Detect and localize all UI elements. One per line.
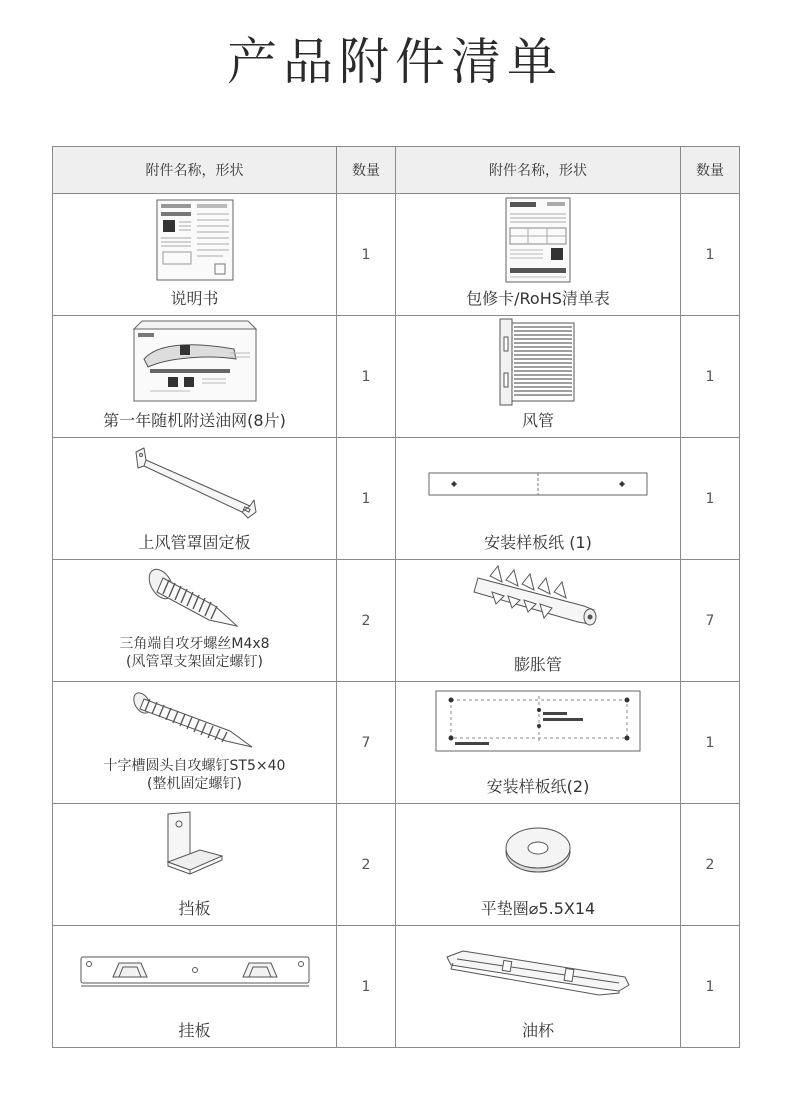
item-name — [53, 757, 336, 793]
long-screw-icon — [53, 686, 336, 756]
item-cell — [396, 926, 681, 1048]
item-qty: 1 — [681, 682, 740, 804]
wall-anchor-icon — [396, 564, 680, 634]
item-qty: 1 — [337, 194, 396, 316]
item-qty: 2 — [681, 804, 740, 926]
hanging-plate-icon — [53, 930, 336, 1014]
table-row — [53, 438, 740, 560]
item-qty: 7 — [337, 682, 396, 804]
item-qty: 1 — [337, 438, 396, 560]
item-qty: 2 — [337, 804, 396, 926]
item-qty: 1 — [681, 316, 740, 438]
item-qty: 1 — [337, 926, 396, 1048]
item-name: 包修卡/RoHS清单表 — [466, 289, 610, 308]
item-name: 说明书 — [170, 289, 219, 308]
item-name: 油杯 — [521, 1021, 554, 1040]
short-screw-icon — [53, 564, 336, 634]
header-name-left: 附件名称，形状 — [53, 147, 337, 194]
item-cell — [53, 194, 337, 316]
table-row — [53, 560, 740, 682]
item-cell — [396, 560, 681, 682]
item-qty: 1 — [681, 438, 740, 560]
manual-icon — [53, 198, 336, 282]
item-name: 安装样板纸 (1) — [484, 533, 592, 552]
item-name — [53, 635, 336, 671]
header-qty-right: 数量 — [681, 147, 740, 194]
item-name: 挂板 — [178, 1021, 211, 1040]
item-name: 膨胀管 — [513, 655, 562, 674]
item-cell — [396, 316, 681, 438]
item-qty: 2 — [337, 560, 396, 682]
accessory-table — [52, 146, 740, 1048]
table-row — [53, 804, 740, 926]
item-name: 风管 — [521, 411, 554, 430]
item-name-line1: 三角端自攻牙螺丝M4x8 — [119, 636, 270, 652]
item-cell — [53, 682, 337, 804]
item-name-line2: (整机固定螺钉) — [147, 776, 242, 792]
item-cell — [53, 804, 337, 926]
item-qty: 1 — [681, 926, 740, 1048]
item-cell — [53, 316, 337, 438]
item-cell — [396, 194, 681, 316]
template-paper-2-icon — [396, 686, 680, 756]
air-duct-icon — [396, 320, 680, 404]
item-name: 上风管罩固定板 — [138, 533, 251, 552]
item-cell — [396, 804, 681, 926]
page-title: 产品附件清单 — [227, 33, 563, 91]
item-name: 安装样板纸(2) — [486, 777, 590, 796]
table-header-row — [53, 147, 740, 194]
oil-cup-icon — [396, 930, 680, 1014]
item-qty: 1 — [681, 194, 740, 316]
item-name-line2: (风管罩支架固定螺钉) — [126, 654, 263, 670]
item-cell — [396, 438, 681, 560]
item-cell — [396, 682, 681, 804]
item-qty: 7 — [681, 560, 740, 682]
item-name: 挡板 — [178, 899, 211, 918]
item-name: 平垫圈⌀5.5X14 — [480, 899, 596, 918]
item-cell — [53, 438, 337, 560]
item-name-line1: 十字槽圆头自攻螺钉ST5×40 — [103, 758, 286, 774]
item-name: 第一年随机附送油网(8片) — [103, 411, 286, 430]
item-cell — [53, 560, 337, 682]
table-row — [53, 926, 740, 1048]
header-name-right: 附件名称，形状 — [396, 147, 681, 194]
washer-icon — [396, 808, 680, 892]
oil-net-box-icon — [53, 320, 336, 404]
baffle-icon — [53, 808, 336, 892]
item-cell — [53, 926, 337, 1048]
template-paper-1-icon — [396, 442, 680, 526]
bracket-plate-icon — [53, 442, 336, 526]
table-row — [53, 316, 740, 438]
table-row — [53, 682, 740, 804]
header-qty-left: 数量 — [337, 147, 396, 194]
table-row — [53, 194, 740, 316]
warranty-card-icon — [396, 198, 680, 282]
item-qty: 1 — [337, 316, 396, 438]
